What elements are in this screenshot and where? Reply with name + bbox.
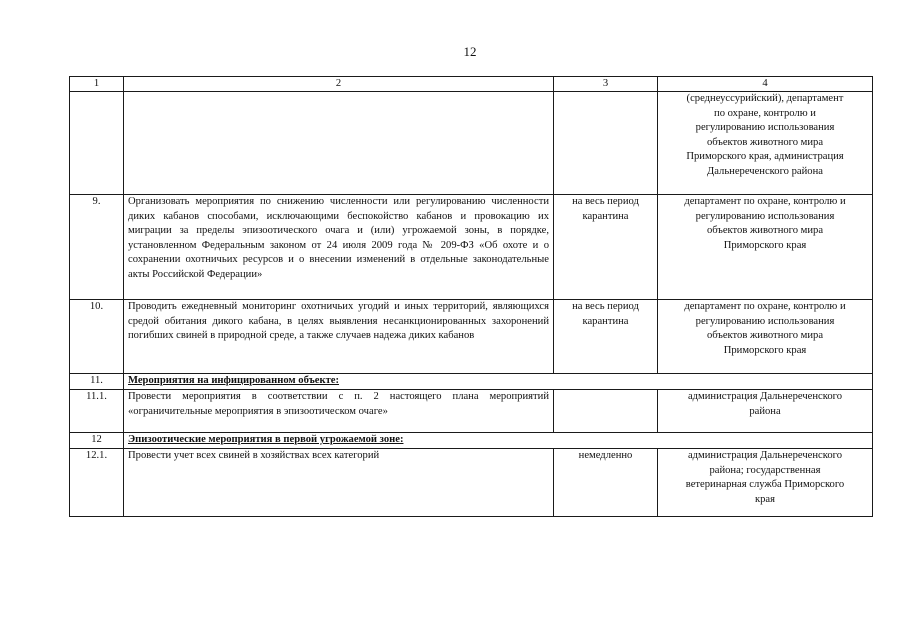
responsible-line: ветеринарная служба Приморского [685,479,845,491]
table-row [70,390,873,433]
row-number: 9. [70,195,124,300]
responsible-line: района [749,405,781,417]
responsible-line: объектов животного мира [706,330,824,342]
column-header-4: 4 [658,77,873,92]
responsible-line: Приморского края, администрация [686,151,844,163]
row-number: 12.1. [70,449,124,517]
row-number [70,92,124,195]
table-row [70,92,873,195]
section-row [70,374,873,390]
responsible-line: Приморского края [723,344,807,356]
table-header-row [70,77,873,92]
responsible-cell [658,300,873,374]
responsible-line: (среднеуссурийский), департамент [686,93,844,104]
row-number: 12 [70,433,124,449]
term-cell [554,92,658,195]
row-number: 11. [70,374,124,390]
responsible-line: администрация Дальнереченского [687,391,843,402]
responsible-line: края [754,493,776,505]
responsible-line: регулированию использования [695,122,835,134]
measure-text: Провести учет всех свиней в хозяйствах всех категорий [124,449,554,517]
term-cell [554,390,658,433]
term-cell: на весь период карантина [554,300,658,374]
measures-table [69,76,873,517]
responsible-line: объектов животного мира [706,136,824,148]
measure-text: Проводить ежедневный мониторинг охотничьих угодий и иных территорий, являющихся средой обитания дикого кабана, в целях выявления несанкционированных захоронений погибших свиней в природной среде, а также случаев надежа диких кабанов [124,300,554,374]
measure-text: Провести мероприятия в соответствии с п. 2 настоящего плана мероприятий «ограничительные мероприятия в эпизоотическом очаге» [124,390,554,433]
section-title: Эпизоотические мероприятия в первой угрожаемой зоне: [124,433,873,449]
responsible-line: регулированию использования [695,210,835,222]
responsible-cell [658,195,873,300]
table-row [70,300,873,374]
responsible-line: регулированию использования [695,315,835,327]
responsible-cell [658,390,873,433]
page-number: 12 [463,44,477,59]
column-header-1: 1 [70,77,124,92]
responsible-line: района; государственная [709,464,821,476]
responsible-line: по охране, контролю и [714,107,816,119]
table-row [70,449,873,517]
measure-text [124,92,554,195]
column-header-3: 3 [554,77,658,92]
table-row [70,195,873,300]
responsible-line: Приморского края [723,239,807,251]
section-row [70,433,873,449]
responsible-line: департамент по охране, контролю и [684,196,846,207]
responsible-line: Дальнереченского района [707,165,823,177]
responsible-line: администрация Дальнереченского [687,450,843,461]
term-cell: немедленно [554,449,658,517]
measure-text: Организовать мероприятия по снижению численности или регулированию численности диких кабанов способами, исключающими беспокойство кабанов и провокацию их миграции за пределы эпизоотического очага и (или) угрожаемой зоны, в порядке, установленном Федеральным законом от 24 июля 2009 года № 209-ФЗ «Об охоте и о сохранении охотничьих ресурсов и о внесении изменений в отдельные законодательные акты Российской Федерации» [124,195,554,300]
term-cell: на весь период карантина [554,195,658,300]
row-number: 11.1. [70,390,124,433]
row-number: 10. [70,300,124,374]
column-header-2: 2 [124,77,554,92]
responsible-cell [658,449,873,517]
responsible-line: объектов животного мира [706,225,824,237]
section-title: Мероприятия на инфицированном объекте: [124,374,873,390]
responsible-line: департамент по охране, контролю и [684,301,846,312]
responsible-cell [658,92,873,195]
